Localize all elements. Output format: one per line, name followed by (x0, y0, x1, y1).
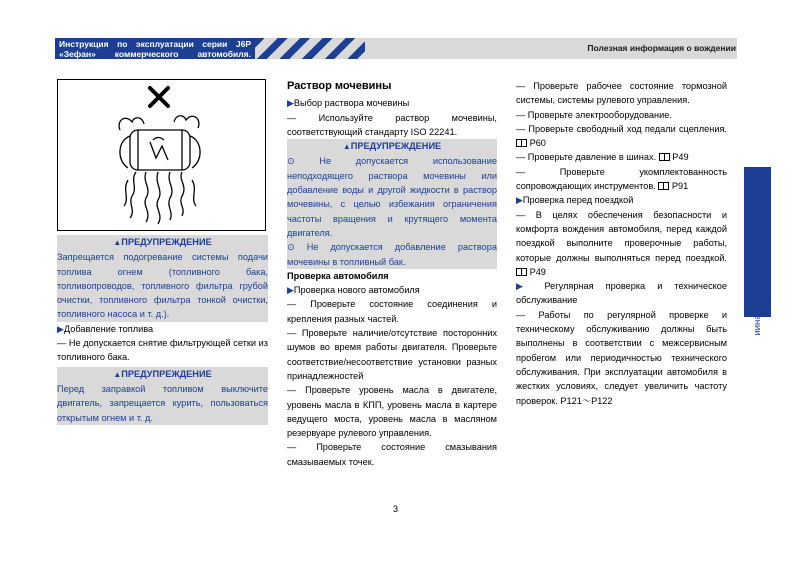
list-item: — Проверьте наличие/отсутствие посторонних шумов во время работы двигателя. Проверьте соответствие/несоответствие установки разных принадлежностей (287, 328, 497, 381)
warning-triangle-icon: ▲ (342, 142, 351, 152)
regular-heading: ▶ Регулярная проверка и техническое обслуживание (516, 281, 727, 306)
column-left (57, 79, 268, 425)
page-number: 3 (393, 504, 399, 514)
list-item: — Проверьте состояние соединения и крепления разных частей. (287, 299, 497, 324)
list-item: — Проверьте уровень масла в двигателе, уровень масла в КПП, уровень масла в картере ведущего моста, уровень масла в масляном резервуаре рулевого управления. (287, 385, 497, 439)
new-car-heading: ▶Проверка нового автомобиля (287, 285, 420, 296)
regular-text: — Работы по регулярной проверке и техническому обслуживанию должны быть выполнены в соответствии с межсервисным пробегом или периодичностью технического обслуживания. При эксплуатации автомобиля в жестких условиях, следует увеличить частоту проверок. P121～P122 (516, 309, 727, 406)
urea-heading: Раствор мочевины (287, 80, 392, 92)
arrow-right-icon: ▶ (287, 285, 294, 296)
urea-subheading: ▶Выбор раствора мочевины (287, 98, 410, 109)
arrow-right-icon: ▶ (287, 98, 294, 109)
column-right (516, 79, 727, 408)
warning-triangle-icon: ▲ (113, 369, 122, 379)
warning-item: ⊙ Не допускается использование неподходящего раствора мочевины или добавление воды и другой жидкости в раствор мочевины, с целью избежания ограничения частоты вращения и крутящего момента двигателя. (287, 156, 497, 238)
no-fire-heating-illustration (57, 79, 266, 231)
warning-text: Запрещается подогревание системы подачи топлива огнем (топливного бака, топливопроводов, топливного фильтра грубой очистки, топливного фильтра тонкой очистки, топливного насоса и т. д.). (57, 252, 268, 320)
book-icon (658, 182, 669, 190)
book-icon (659, 153, 670, 161)
warning-box-urea (287, 139, 497, 269)
warning-item: ⊙ Не допускается добавление раствора мочевины в топливный бак. (287, 242, 497, 267)
before-trip-text: — В целях обеспечения безопасности и комфорта вождения автомобиля, перед каждой поездкой выполните проверочные работы, которые должны выполняться перед поездкой. P49 (516, 209, 727, 277)
book-icon (516, 139, 527, 147)
before-trip-heading: ▶Проверка перед поездкой (516, 195, 634, 206)
book-icon (516, 268, 527, 276)
warning-box-heating (57, 235, 268, 322)
warning-title: ▲ПРЕДУПРЕЖДЕНИЕ (57, 235, 268, 250)
header-stripes (255, 38, 365, 59)
urea-text: — Используйте раствор мочевины, соответствующий стандарту ISO 22241. (287, 112, 497, 137)
arrow-right-icon: ▶ (516, 281, 533, 292)
list-item: — Проверьте состояние смазывания смазываемых точек. (287, 442, 497, 467)
header-section: Полезная информация о вождении (587, 43, 736, 53)
fuel-tank-fire-icon (58, 80, 265, 230)
side-tab-label: Полезная информация о вождении (752, 180, 763, 336)
list-item: — Проверьте давление в шинах. P49 (516, 152, 689, 163)
list-item: — Проверьте укомплектованность сопровождающих инструментов. P91 (516, 166, 727, 192)
list-item: — Проверьте электрооборудование. (516, 109, 672, 120)
arrow-right-icon: ▶ (57, 323, 64, 334)
add-fuel-heading: ▶Добавление топлива (57, 323, 154, 334)
list-item: — Проверьте свободный ход педали сцепления. P60 (516, 123, 727, 149)
list-item: — Проверьте рабочее состояние тормозной системы, системы рулевого управления. (516, 81, 727, 106)
arrow-right-icon: ▶ (516, 195, 523, 206)
check-heading: Проверка автомобиля (287, 270, 389, 281)
add-fuel-text: — Не допускается снятие фильтрующей сетки из топливного бака. (57, 338, 268, 363)
warning-title: ▲ПРЕДУПРЕЖДЕНИЕ (57, 367, 268, 382)
warning-text: Перед заправкой топливом выключите двигатель, запрещается курить, пользоваться открытым огнем и т. д. (57, 383, 268, 423)
warning-box-refuel (57, 367, 268, 425)
warning-triangle-icon: ▲ (113, 238, 122, 247)
column-middle (287, 79, 497, 469)
warning-title: ▲ПРЕДУПРЕЖДЕНИЕ (287, 139, 497, 154)
header-title: Инструкция по эксплуатации серии J6P «Зефан» коммерческого автомобиля. (59, 39, 251, 59)
